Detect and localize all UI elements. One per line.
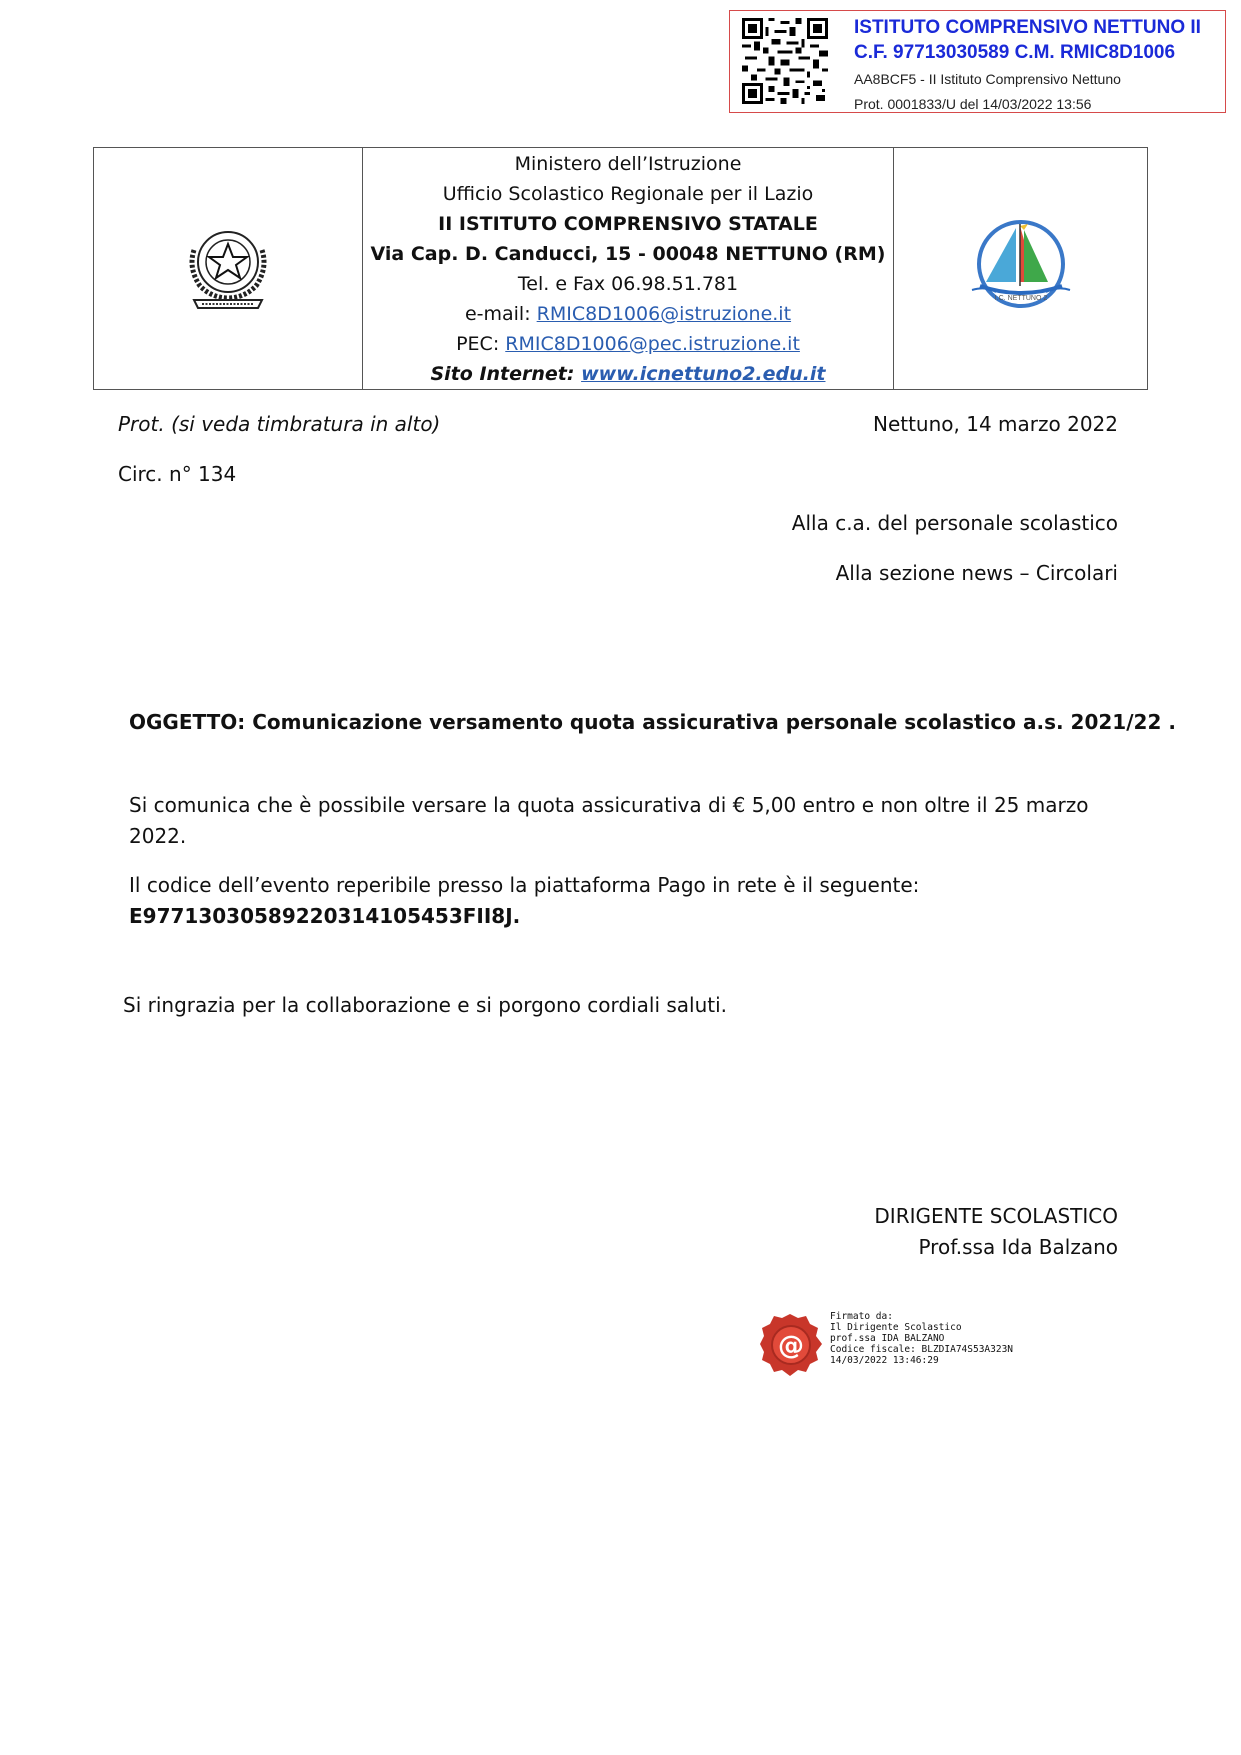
website-label: Sito Internet:	[430, 362, 582, 385]
pec-label: PEC:	[456, 332, 506, 355]
recipient-staff: Alla c.a. del personale scolastico	[791, 511, 1118, 535]
protocol-note: Prot. (si veda timbratura in alto)	[118, 412, 441, 436]
paragraph-1-line-2: 2022.	[129, 824, 187, 848]
school-sailboat-logo-icon	[966, 216, 1076, 316]
signatory-name: Prof.ssa Ida Balzano	[918, 1235, 1118, 1259]
pec-line	[363, 329, 893, 359]
address-line: Via Cap. D. Canducci, 15 - 00048 NETTUNO (RM)	[370, 242, 886, 265]
stamp-aoo: AA8BCF5 - II Istituto Comprensivo Nettuno	[854, 71, 1121, 87]
signer-name: prof.ssa IDA BALZANO	[830, 1333, 945, 1344]
italian-republic-emblem-icon	[178, 220, 278, 312]
closing-greeting: Si ringrazia per la collaborazione e si porgono cordiali saluti.	[123, 993, 728, 1017]
stamp-school-name: ISTITUTO COMPRENSIVO NETTUNO II	[854, 17, 1201, 38]
qr-code-icon	[742, 18, 828, 104]
signed-by-label: Firmato da:	[830, 1311, 893, 1322]
signer-title: Il Dirigente Scolastico	[830, 1322, 962, 1333]
signature-timestamp: 14/03/2022 13:46:29	[830, 1355, 939, 1366]
stamp-text	[854, 15, 1224, 117]
ministry-line: Ministero dell’Istruzione	[514, 152, 742, 175]
paragraph-1-line-1: Si comunica che è possibile versare la quota assicurativa di € 5,00 entro e non oltre il 25 marzo	[129, 793, 1089, 817]
website-line	[363, 359, 893, 389]
institution-info-cell	[363, 148, 894, 390]
stamp-codes: C.F. 97713030589 C.M. RMIC8D1006	[854, 42, 1176, 63]
pec-link[interactable]: RMIC8D1006@pec.istruzione.it	[505, 332, 800, 355]
phone-line: Tel. e Fax 06.98.51.781	[517, 272, 739, 295]
signatory-role: DIRIGENTE SCOLASTICO	[874, 1204, 1118, 1228]
subject-line: OGGETTO: Comunicazione versamento quota assicurativa personale scolastico a.s. 2021/22 .	[129, 710, 1176, 734]
digital-signature-info	[830, 1311, 1013, 1366]
letterhead-table	[93, 147, 1148, 390]
email-link[interactable]: RMIC8D1006@istruzione.it	[536, 302, 792, 325]
website-link[interactable]: www.icnettuno2.edu.it	[581, 362, 826, 385]
school-logo-caption: I.C. NETTUNO 2	[994, 295, 1047, 302]
recipient-news: Alla sezione news – Circolari	[835, 561, 1118, 585]
regional-office-line: Ufficio Scolastico Regionale per il Lazio	[442, 182, 814, 205]
school-name-line: II ISTITUTO COMPRENSIVO STATALE	[438, 212, 818, 235]
circular-number: Circ. n° 134	[118, 462, 237, 486]
school-logo-cell	[894, 148, 1148, 390]
event-code: E97713030589220314105453FII8J.	[129, 904, 521, 928]
signer-tax-code: Codice fiscale: BLZDIA74S53A323N	[830, 1344, 1014, 1355]
protocol-stamp	[729, 10, 1226, 113]
email-line	[363, 299, 893, 329]
emblem-cell	[94, 148, 363, 390]
stamp-protocol: Prot. 0001833/U del 14/03/2022 13:56	[854, 96, 1092, 112]
email-label: e-mail:	[464, 302, 537, 325]
document-date: Nettuno, 14 marzo 2022	[872, 412, 1118, 436]
seal-symbol: @	[778, 1331, 804, 1361]
paragraph-2-line-1: Il codice dell’evento reperibile presso la piattaforma Pago in rete è il seguente:	[129, 873, 920, 897]
